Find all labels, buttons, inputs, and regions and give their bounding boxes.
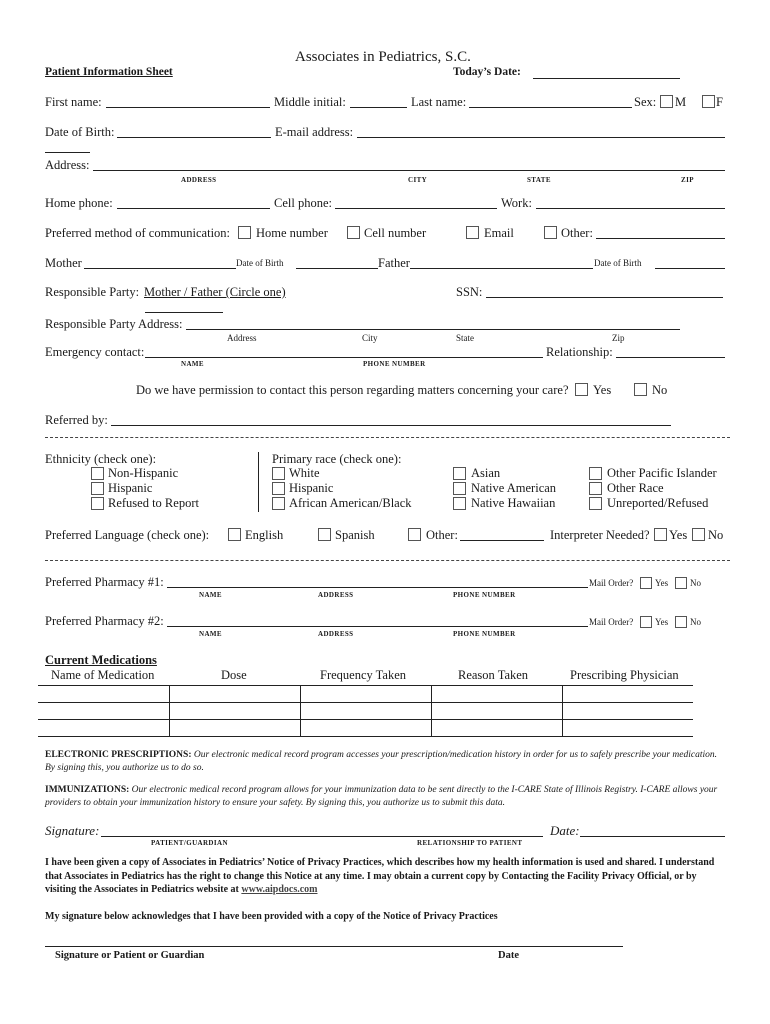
ethnicity-hispanic-label: Hispanic [108,481,153,495]
interpreter-no-checkbox[interactable] [692,528,705,541]
imm-title: IMMUNIZATIONS: [45,785,130,795]
race-pacific-islander-checkbox[interactable] [589,467,602,480]
race-white-checkbox[interactable] [272,467,285,480]
pharmacy1-sub-phone: PHONE NUMBER [453,591,516,599]
pharmacy2-mail-order-label: Mail Order? [589,617,634,627]
pharmacy1-sub-name: NAME [199,591,222,599]
cell-phone-field[interactable] [335,208,497,209]
emergency-sub-name: NAME [181,360,204,368]
comm-other-label: Other: [561,226,593,240]
email-label: E-mail address: [275,125,354,139]
sex-f-label: F [716,95,723,109]
permission-no-label: No [652,383,668,397]
pharmacy1-sub-address: ADDRESS [318,591,354,599]
race-asian-label: Asian [471,466,501,480]
language-spanish-checkbox[interactable] [318,528,331,541]
race-label: Primary race (check one): [272,452,402,466]
middle-initial-field[interactable] [350,107,407,108]
sheet-title: Patient Information Sheet [45,66,173,78]
pharmacy1-mail-no-checkbox[interactable] [675,577,687,589]
language-english-checkbox[interactable] [228,528,241,541]
resp-sub-state: State [456,333,474,343]
date-field[interactable] [580,836,725,837]
race-native-hawaiian-checkbox[interactable] [453,497,466,510]
race-other-label: Other Race [607,481,664,495]
mother-field[interactable] [84,268,236,269]
permission-yes-label: Yes [593,383,612,397]
pharmacy1-field[interactable] [167,587,588,588]
page-title: Associates in Pediatrics, S.C. [295,49,471,65]
pharmacy2-field[interactable] [167,626,588,627]
table-cell[interactable] [432,703,563,720]
table-cell[interactable] [432,686,563,703]
ack-text: My signature below acknowledges that I have been provided with a copy of the Notice of Privacy Practices [45,911,498,922]
website-link[interactable]: www.aipdocs.com [241,884,318,895]
table-cell[interactable] [301,720,432,737]
table-cell[interactable] [563,703,694,720]
language-other-field[interactable] [460,540,544,541]
pharmacy2-mail-yes-checkbox[interactable] [640,616,652,628]
ssn-field[interactable] [486,297,723,298]
last-name-label: Last name: [411,95,467,109]
race-unreported-label: Unreported/Refused [607,496,709,510]
sex-label: Sex: [634,95,657,109]
mother-dob-label: Date of Birth [236,258,284,268]
race-hispanic-label: Hispanic [289,481,334,495]
immunization-notice [45,784,725,809]
permission-yes-checkbox[interactable] [575,383,588,396]
father-dob-label: Date of Birth [594,258,642,268]
med-col-dose: Dose [221,668,247,682]
table-cell[interactable] [170,703,301,720]
pharmacy1-mail-no-label: No [690,578,701,588]
home-phone-field[interactable] [117,208,270,209]
interpreter-no-label: No [708,528,724,542]
responsible-address-field[interactable] [186,329,680,330]
father-dob-field[interactable] [655,268,725,269]
date-label: Date: [550,823,580,838]
table-cell[interactable] [301,703,432,720]
address-sub-city: CITY [408,176,428,184]
ethnicity-nonhispanic-label: Non-Hispanic [108,466,179,480]
table-cell[interactable] [38,686,170,703]
pharmacy2-sub-phone: PHONE NUMBER [453,630,516,638]
language-other-label: Other: [426,528,458,542]
first-name-field[interactable] [106,107,270,108]
emergency-sub-phone: PHONE NUMBER [363,360,426,368]
table-row [38,703,693,720]
pharmacy1-mail-order-label: Mail Order? [589,578,634,588]
race-african-american-checkbox[interactable] [272,497,285,510]
ethnicity-hispanic-checkbox[interactable] [91,482,104,495]
table-cell[interactable] [38,720,170,737]
race-native-american-checkbox[interactable] [453,482,466,495]
table-row [38,686,693,703]
last-name-field[interactable] [469,107,632,108]
imm-text: Our electronic medical record program allows for your immunization data to be sent directly to the I-CARE State of Illinois Registry. I-CARE allows your providers to obtain your immunization history to ensure your safety. By signing this, you authorize us to submit this data. [45,785,718,808]
permission-no-checkbox[interactable] [634,383,647,396]
middle-initial-label: Middle initial: [274,95,346,109]
table-cell[interactable] [301,686,432,703]
med-col-reason: Reason Taken [458,668,529,682]
father-label: Father [378,256,410,270]
erx-notice [45,749,725,774]
responsible-party-value[interactable]: Mother / Father (Circle one) [144,285,286,299]
interpreter-yes-label: Yes [669,528,688,542]
sex-m-checkbox[interactable] [660,95,673,108]
race-other-checkbox[interactable] [589,482,602,495]
cell-phone-label: Cell phone: [274,196,332,210]
comm-email-label: Email [484,226,514,240]
interpreter-yes-checkbox[interactable] [654,528,667,541]
work-phone-field[interactable] [536,208,725,209]
ethnicity-refused-label: Refused to Report [108,496,199,510]
pharmacy1-mail-yes-checkbox[interactable] [640,577,652,589]
signature-field[interactable] [101,836,543,837]
language-other-checkbox[interactable] [408,528,421,541]
emergency-contact-field[interactable] [145,357,543,358]
permission-question: Do we have permission to contact this person regarding matters concerning your care? [136,383,569,397]
final-date-label: Date [498,950,519,961]
comm-email-checkbox[interactable] [466,226,479,239]
sig-sub-patient: PATIENT/GUARDIAN [151,839,228,847]
emergency-contact-label: Emergency contact: [45,345,145,359]
sex-m-label: M [675,95,687,109]
final-signature-field[interactable] [45,946,623,947]
medications-table [38,685,693,737]
ssn-label: SSN: [456,285,483,299]
race-asian-checkbox[interactable] [453,467,466,480]
comm-other-checkbox[interactable] [544,226,557,239]
resp-sub-zip: Zip [612,333,625,343]
referred-by-field[interactable] [111,425,671,426]
dob-label: Date of Birth: [45,125,115,139]
sig-sub-relationship: RELATIONSHIP TO PATIENT [417,839,523,847]
relationship-field[interactable] [616,357,725,358]
race-white-label: White [289,466,320,480]
pref-comm-label: Preferred method of communication: [45,226,231,240]
comm-other-field[interactable] [596,238,725,239]
address-sub-zip: ZIP [681,176,694,184]
ethnicity-nonhispanic-checkbox[interactable] [91,467,104,480]
comm-home-checkbox[interactable] [238,226,251,239]
language-english-label: English [245,528,284,542]
pharmacy1-mail-yes-label: Yes [655,578,669,588]
todays-date-field[interactable] [533,78,680,79]
first-name-label: First name: [45,95,102,109]
sex-f-checkbox[interactable] [702,95,715,108]
father-field[interactable] [410,268,593,269]
table-cell[interactable] [170,686,301,703]
med-col-name: Name of Medication [51,668,155,682]
address-field[interactable] [93,170,725,171]
pharmacy2-mail-no-checkbox[interactable] [675,616,687,628]
section-divider [45,560,730,561]
privacy-text: I have been given a copy of Associates in Pediatrics’ Notice of Privacy Practices, which describes how my health information is used and shared. I understand that Associates in Pediatrics has the right to change this Notice at any time. I may obtain a current copy by Contacting the Facility Privacy Official, or by visiting the Associates in Pediatrics website at [45,857,715,895]
comm-cell-checkbox[interactable] [347,226,360,239]
med-col-physician: Prescribing Physician [570,668,679,682]
table-cell[interactable] [432,720,563,737]
resp-sub-city: City [362,333,378,343]
pharmacy2-label: Preferred Pharmacy #2: [45,614,164,628]
responsible-party-label: Responsible Party: [45,285,140,299]
table-cell[interactable] [563,686,694,703]
race-hispanic-checkbox[interactable] [272,482,285,495]
privacy-notice [45,856,725,897]
medications-title: Current Medications [45,653,157,667]
ethnicity-refused-checkbox[interactable] [91,497,104,510]
med-col-frequency: Frequency Taken [320,668,407,682]
comm-cell-label: Cell number [364,226,427,240]
pharmacy2-mail-no-label: No [690,617,701,627]
erx-text: Our electronic medical record program accesses your prescription/medication history in order for us to safely prescribe your medication. By signing this, you authorize us to do so. [45,750,717,773]
dob-field[interactable] [117,137,271,138]
race-unreported-checkbox[interactable] [589,497,602,510]
mother-dob-field[interactable] [296,268,378,269]
pharmacy1-label: Preferred Pharmacy #1: [45,575,164,589]
resp-sub-address: Address [227,333,257,343]
address-sub-address: ADDRESS [181,176,217,184]
mother-label: Mother [45,256,82,270]
pharmacy2-sub-name: NAME [199,630,222,638]
email-overflow-line [45,152,90,153]
email-field[interactable] [357,137,725,138]
signature-label: Signature: [45,823,100,838]
race-pacific-islander-label: Other Pacific Islander [607,466,717,480]
comm-home-label: Home number [256,226,328,240]
table-row [38,720,693,737]
work-phone-label: Work: [501,196,532,210]
table-cell[interactable] [38,703,170,720]
ethnicity-race-divider [258,452,259,512]
pharmacy2-sub-address: ADDRESS [318,630,354,638]
home-phone-label: Home phone: [45,196,113,210]
table-cell[interactable] [563,720,694,737]
erx-title: ELECTRONIC PRESCRIPTIONS: [45,750,192,760]
relationship-label: Relationship: [546,345,613,359]
interpreter-label: Interpreter Needed? [550,528,650,542]
responsible-address-label: Responsible Party Address: [45,317,183,331]
language-spanish-label: Spanish [335,528,375,542]
race-african-american-label: African American/Black [289,496,412,510]
todays-date-label: Today’s Date: [453,66,521,78]
final-signature-label: Signature or Patient or Guardian [55,950,205,961]
table-cell[interactable] [170,720,301,737]
race-native-american-label: Native American [471,481,557,495]
language-label: Preferred Language (check one): [45,528,210,542]
pharmacy2-mail-yes-label: Yes [655,617,669,627]
ethnicity-label: Ethnicity (check one): [45,452,157,466]
address-sub-state: STATE [527,176,551,184]
responsible-extra-line [145,312,223,313]
address-label: Address: [45,158,90,172]
referred-by-label: Referred by: [45,413,108,427]
section-divider [45,437,730,438]
race-native-hawaiian-label: Native Hawaiian [471,496,556,510]
